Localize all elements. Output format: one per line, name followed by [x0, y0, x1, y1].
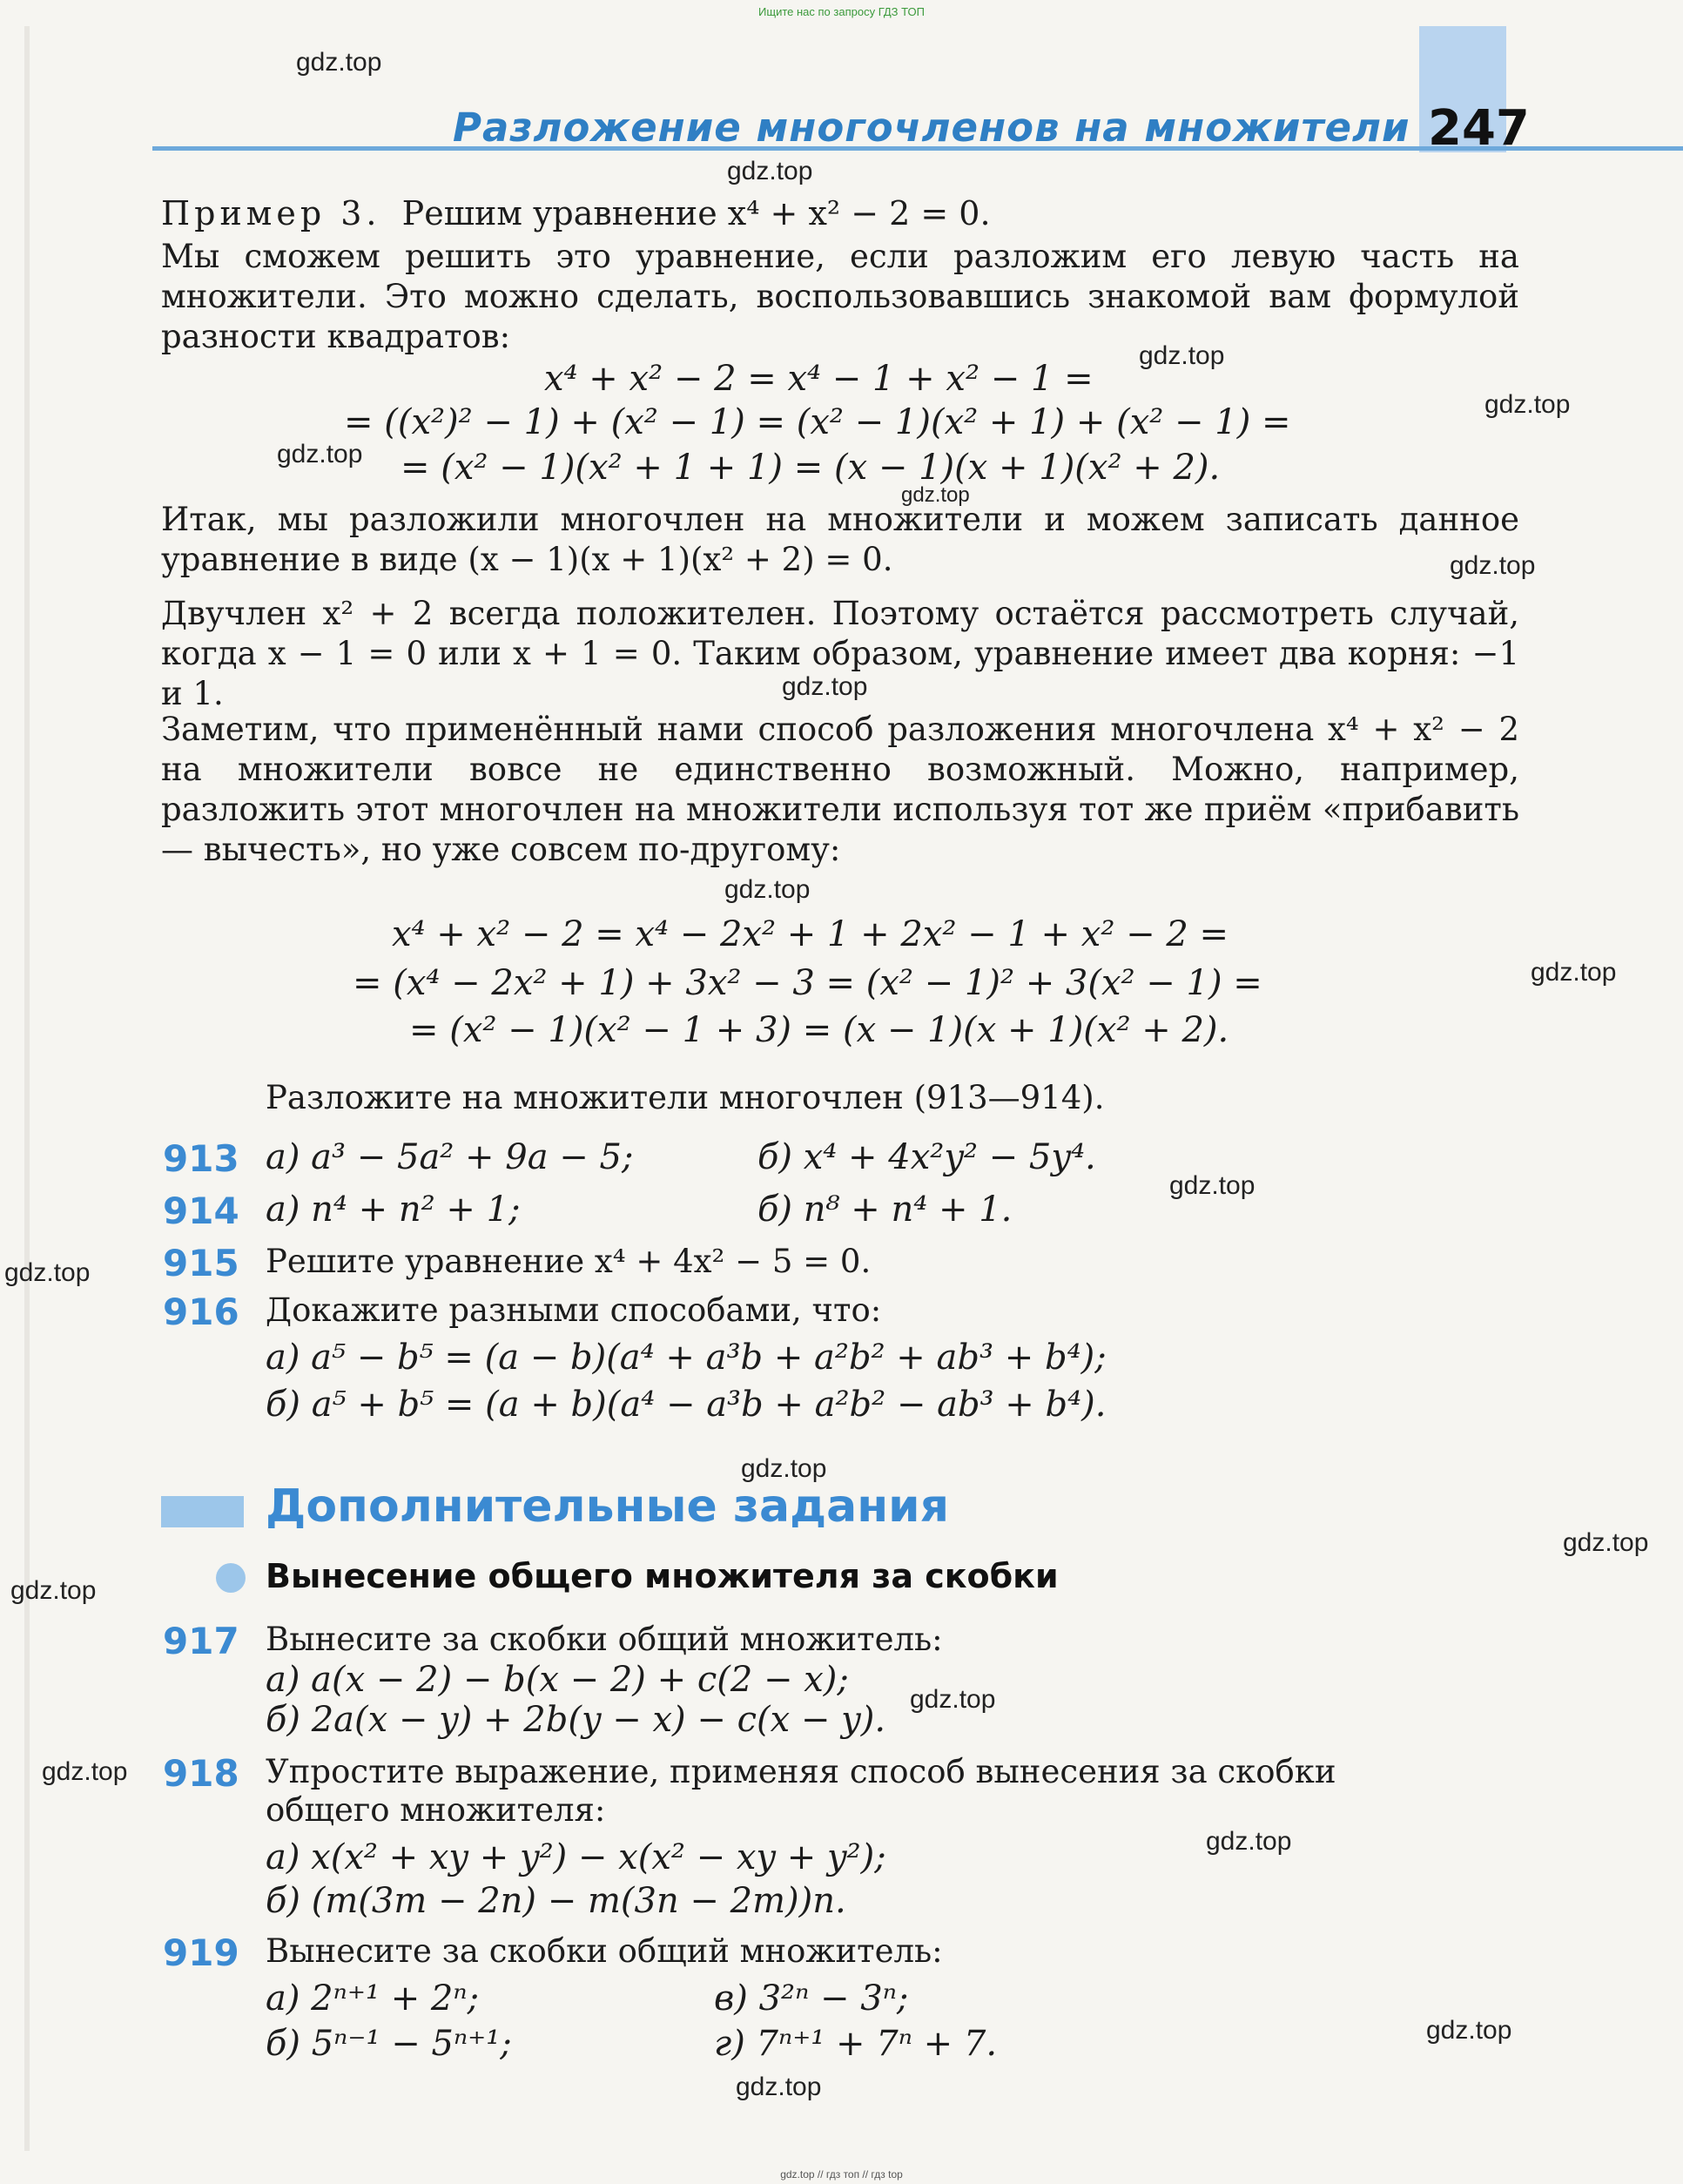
- formula-line: x⁴ + x² − 2 = x⁴ − 2x² + 1 + 2x² − 1 + x² − 2 =: [392, 914, 1229, 954]
- example-intro: Мы сможем решить это уравнение, если разложим его левую часть на множители. Это можно сделать, воспользовавшись знакомой вам формулой разности квадратов:: [161, 238, 1519, 355]
- task-number: 915: [163, 1242, 239, 1284]
- task-part: б) 2a(x − y) + 2b(y − x) − c(x − y).: [266, 1700, 886, 1740]
- section-marker: [161, 1496, 244, 1527]
- watermark: gdz.top: [4, 1258, 91, 1287]
- formula-line: x⁴ + x² − 2 = x⁴ − 1 + x² − 1 =: [544, 359, 1094, 399]
- formula-line: = (x⁴ − 2x² + 1) + 3x² − 3 = (x² − 1)² + 3(x² − 1) =: [353, 963, 1262, 1003]
- watermark: gdz.top: [1450, 551, 1536, 580]
- task-part: а) n⁴ + n² + 1;: [266, 1190, 521, 1230]
- task-part: б) (m(3m − 2n) − m(3n − 2m))n.: [266, 1881, 846, 1921]
- watermark: gdz.top: [1531, 958, 1617, 987]
- watermark: gdz.top: [727, 157, 813, 185]
- task-number: 918: [163, 1752, 239, 1795]
- page-edge: [24, 26, 30, 2151]
- formula-line: = ((x²)² − 1) + (x² − 1) = (x² − 1)(x² + 1) + (x² − 1) =: [344, 402, 1291, 442]
- watermark: gdz.top: [1206, 1827, 1292, 1856]
- page-number: 247: [1428, 100, 1530, 157]
- formula-line: = (x² − 1)(x² + 1 + 1) = (x − 1)(x + 1)(x² + 2).: [401, 448, 1221, 488]
- watermark: gdz.top: [1169, 1171, 1256, 1200]
- task-part: б) 5ⁿ⁻¹ − 5ⁿ⁺¹;: [266, 2024, 512, 2064]
- task-part: а) a⁵ − b⁵ = (a − b)(a⁴ + a³b + a²b² + ab³ + b⁴);: [266, 1338, 1107, 1378]
- example-paragraph: Итак, мы разложили многочлен на множители и можем записать данное уравнение в виде (x − 1)(x + 1)(x² + 2) = 0.: [161, 501, 1519, 578]
- task-part: г) 7ⁿ⁺¹ + 7ⁿ + 7.: [714, 2024, 998, 2064]
- subsection-bullet: [216, 1563, 246, 1593]
- watermark: gdz.top: [910, 1685, 996, 1714]
- task-part: а) a³ − 5a² + 9a − 5;: [266, 1137, 634, 1177]
- example-heading: [161, 193, 1519, 233]
- task-part: в) 3²ⁿ − 3ⁿ;: [714, 1978, 909, 2019]
- watermark: gdz.top: [42, 1757, 128, 1786]
- example-statement: Решим уравнение x⁴ + x² − 2 = 0.: [401, 194, 991, 233]
- instruction: Разложите на множители многочлен (913—914).: [266, 1079, 1105, 1116]
- task-part: а) x(x² + xy + y²) − x(x² − xy + y²);: [266, 1837, 886, 1877]
- task-number: 913: [163, 1137, 239, 1180]
- task-part: б) x⁴ + 4x²y² − 5y⁴.: [757, 1137, 1096, 1177]
- top-banner[interactable]: Ищите нас по запросу ГДЗ ТОП: [758, 5, 925, 18]
- task-number: 916: [163, 1291, 239, 1333]
- watermark: gdz.top: [1563, 1528, 1649, 1557]
- watermark: gdz.top: [1484, 390, 1571, 419]
- task-text: Решите уравнение x⁴ + 4x² − 5 = 0.: [266, 1243, 872, 1280]
- task-number: 914: [163, 1190, 239, 1232]
- watermark: gdz.top: [277, 440, 363, 468]
- watermark: gdz.top: [1139, 341, 1225, 370]
- task-text: Упростите выражение, применяя способ вынесения за скобки: [266, 1753, 1336, 1790]
- subsection-title: Вынесение общего множителя за скобки: [266, 1557, 1059, 1595]
- running-title: Разложение многочленов на множители: [453, 104, 1410, 151]
- task-text: Вынесите за скобки общий множитель:: [266, 1621, 943, 1658]
- watermark: gdz.top: [724, 875, 811, 904]
- watermark: gdz.top: [736, 2073, 822, 2101]
- bottom-banner[interactable]: gdz.top // гдз топ // гдз top: [780, 2168, 903, 2181]
- watermark: gdz.top: [296, 48, 382, 77]
- watermark: gdz.top: [782, 672, 868, 701]
- example-paragraph: Заметим, что применённый нами способ разложения многочлена x⁴ + x² − 2 на множители вовсе не единственно возможный. Можно, например, разложить этот многочлен на множители используя тот же приём «прибавить — вычесть», но уже совсем по-другому:: [161, 711, 1519, 868]
- example-paragraph: Двучлен x² + 2 всегда положителен. Поэтому остаётся рассмотреть случай, когда x − 1 = 0 или x + 1 = 0. Таким образом, уравнение имеет два корня: −1 и 1.: [161, 595, 1519, 712]
- task-number: 917: [163, 1620, 239, 1662]
- watermark: gdz.top: [1426, 2016, 1512, 2045]
- watermark: gdz.top: [10, 1576, 97, 1605]
- formula-line: = (x² − 1)(x² − 1 + 3) = (x − 1)(x + 1)(x² + 2).: [409, 1010, 1229, 1050]
- section-title: Дополнительные задания: [266, 1480, 949, 1533]
- watermark: gdz.top: [901, 483, 970, 507]
- task-part: а) a(x − 2) − b(x − 2) + c(2 − x);: [266, 1660, 849, 1700]
- task-part: б) n⁸ + n⁴ + 1.: [757, 1190, 1013, 1230]
- task-text: общего множителя:: [266, 1791, 606, 1829]
- watermark: gdz.top: [741, 1454, 827, 1483]
- task-text: Вынесите за скобки общий множитель:: [266, 1932, 943, 1970]
- task-part: б) a⁵ + b⁵ = (a + b)(a⁴ − a³b + a²b² − ab³ + b⁴).: [266, 1385, 1107, 1425]
- task-part: а) 2ⁿ⁺¹ + 2ⁿ;: [266, 1978, 480, 2019]
- task-text: Докажите разными способами, что:: [266, 1291, 882, 1329]
- task-number: 919: [163, 1931, 239, 1974]
- example-label: Пример 3.: [161, 194, 381, 233]
